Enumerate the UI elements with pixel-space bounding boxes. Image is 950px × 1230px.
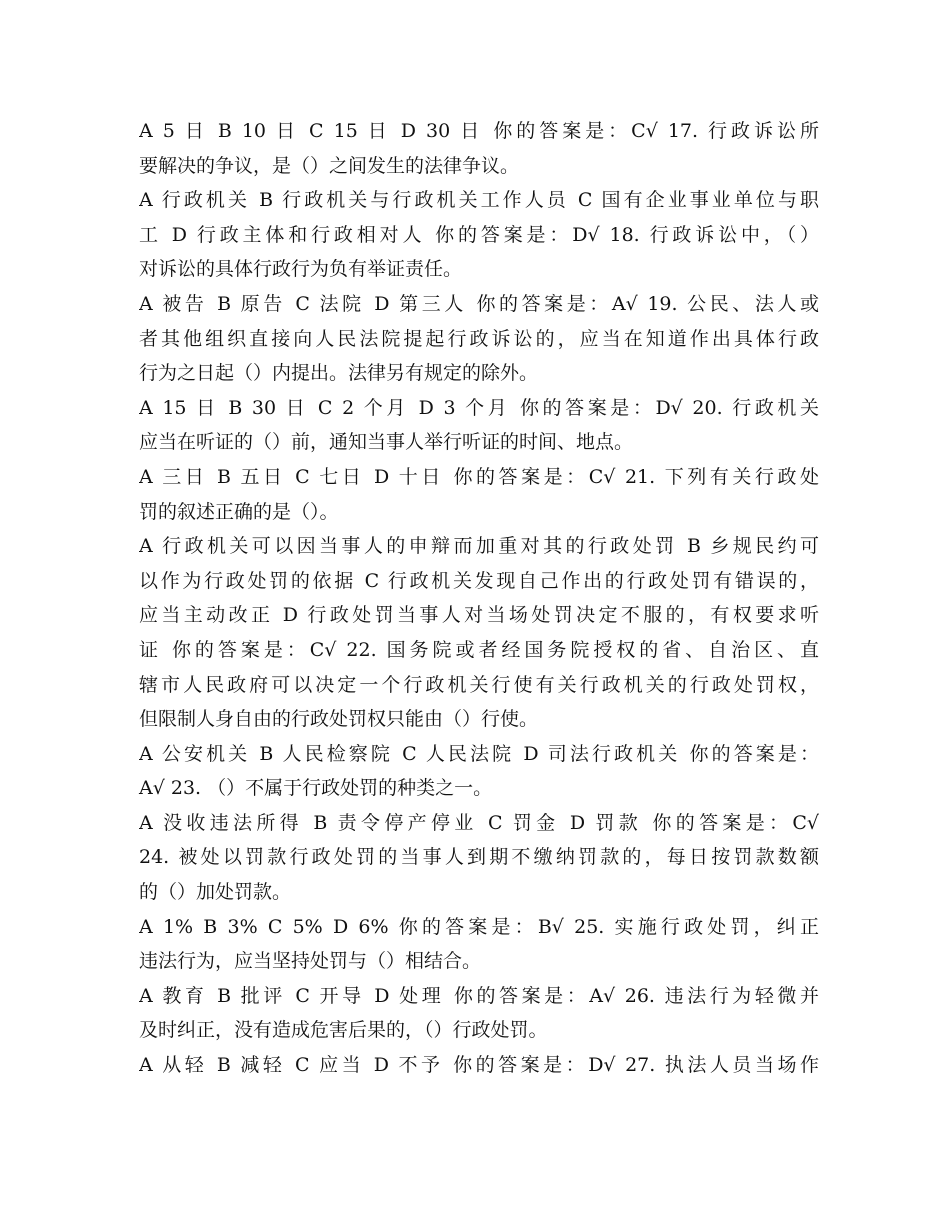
text-line: 工 D 行政主体和行政相对人 你的答案是：D√ 18. 行政诉讼中，（） [139,223,819,246]
text-line: A√ 23. （）不属于行政处罚的种类之一。 [139,777,493,800]
text-line: 行为之日起（）内提出。法律另有规定的除外。 [139,362,539,385]
text-line: A 没收违法所得 B 责令停产停业 C 罚金 D 罚款 你的答案是：C√ [139,811,819,834]
text-line: 应当在听证的（）前，通知当事人举行听证的时间、地点。 [139,431,634,454]
text-line: A 行政机关可以因当事人的申辩而加重对其的行政处罚 B 乡规民约可 [139,535,819,558]
text-line: 以作为行政处罚的依据 C 行政机关发现自己作出的行政处罚有错误的， [139,569,819,592]
text-line: 辖市人民政府可以决定一个行政机关行使有关行政机关的行政处罚权， [139,673,819,696]
text-line: A 教育 B 批评 C 开导 D 处理 你的答案是：A√ 26. 违法行为轻微并 [139,984,819,1007]
text-line: 应当主动改正 D 行政处罚当事人对当场处罚决定不服的，有权要求听 [139,604,819,627]
text-line: 但限制人身自由的行政处罚权只能由（）行使。 [139,708,539,731]
text-line: A 5 日 B 10 日 C 15 日 D 30 日 你的答案是：C√ 17. 行政诉讼所 [139,120,819,142]
text-line: 证 你的答案是：C√ 22. 国务院或者经国务院授权的省、自治区、直 [139,638,819,661]
text-line: A 15 日 B 30 日 C 2 个月 D 3 个月 你的答案是：D√ 20. 行政机关 [139,396,819,419]
text-line: 的（）加处罚款。 [139,881,292,904]
document-text [139,114,819,1083]
text-line: A 1% B 3% C 5% D 6% 你的答案是：B√ 25. 实施行政处罚，纠正 [139,915,819,938]
text-line: A 三日 B 五日 C 七日 D 十日 你的答案是：C√ 21. 下列有关行政处 [139,465,819,488]
text-line: 者其他组织直接向人民法院提起行政诉讼的，应当在知道作出具体行政 [139,327,819,350]
text-line: A 从轻 B 减轻 C 应当 D 不予 你的答案是：D√ 27. 执法人员当场作 [139,1054,819,1077]
text-line: 罚的叙述正确的是（）。 [139,500,339,523]
text-line: A 行政机关 B 行政机关与行政机关工作人员 C 国有企业事业单位与职 [139,189,819,212]
text-line: A 被告 B 原告 C 法院 D 第三人 你的答案是：A√ 19. 公民、法人或 [139,292,819,315]
text-line: A 公安机关 B 人民检察院 C 人民法院 D 司法行政机关 你的答案是： [139,742,819,765]
text-line: 违法行为，应当坚持处罚与（）相结合。 [139,950,482,973]
text-line: 要解决的争议，是（）之间发生的法律争议。 [139,154,520,177]
text-line: 对诉讼的具体行政行为负有举证责任。 [139,258,463,281]
text-line: 24. 被处以罚款行政处罚的当事人到期不缴纳罚款的，每日按罚款数额 [139,846,819,869]
text-line: 及时纠正，没有造成危害后果的，（）行政处罚。 [139,1019,548,1042]
